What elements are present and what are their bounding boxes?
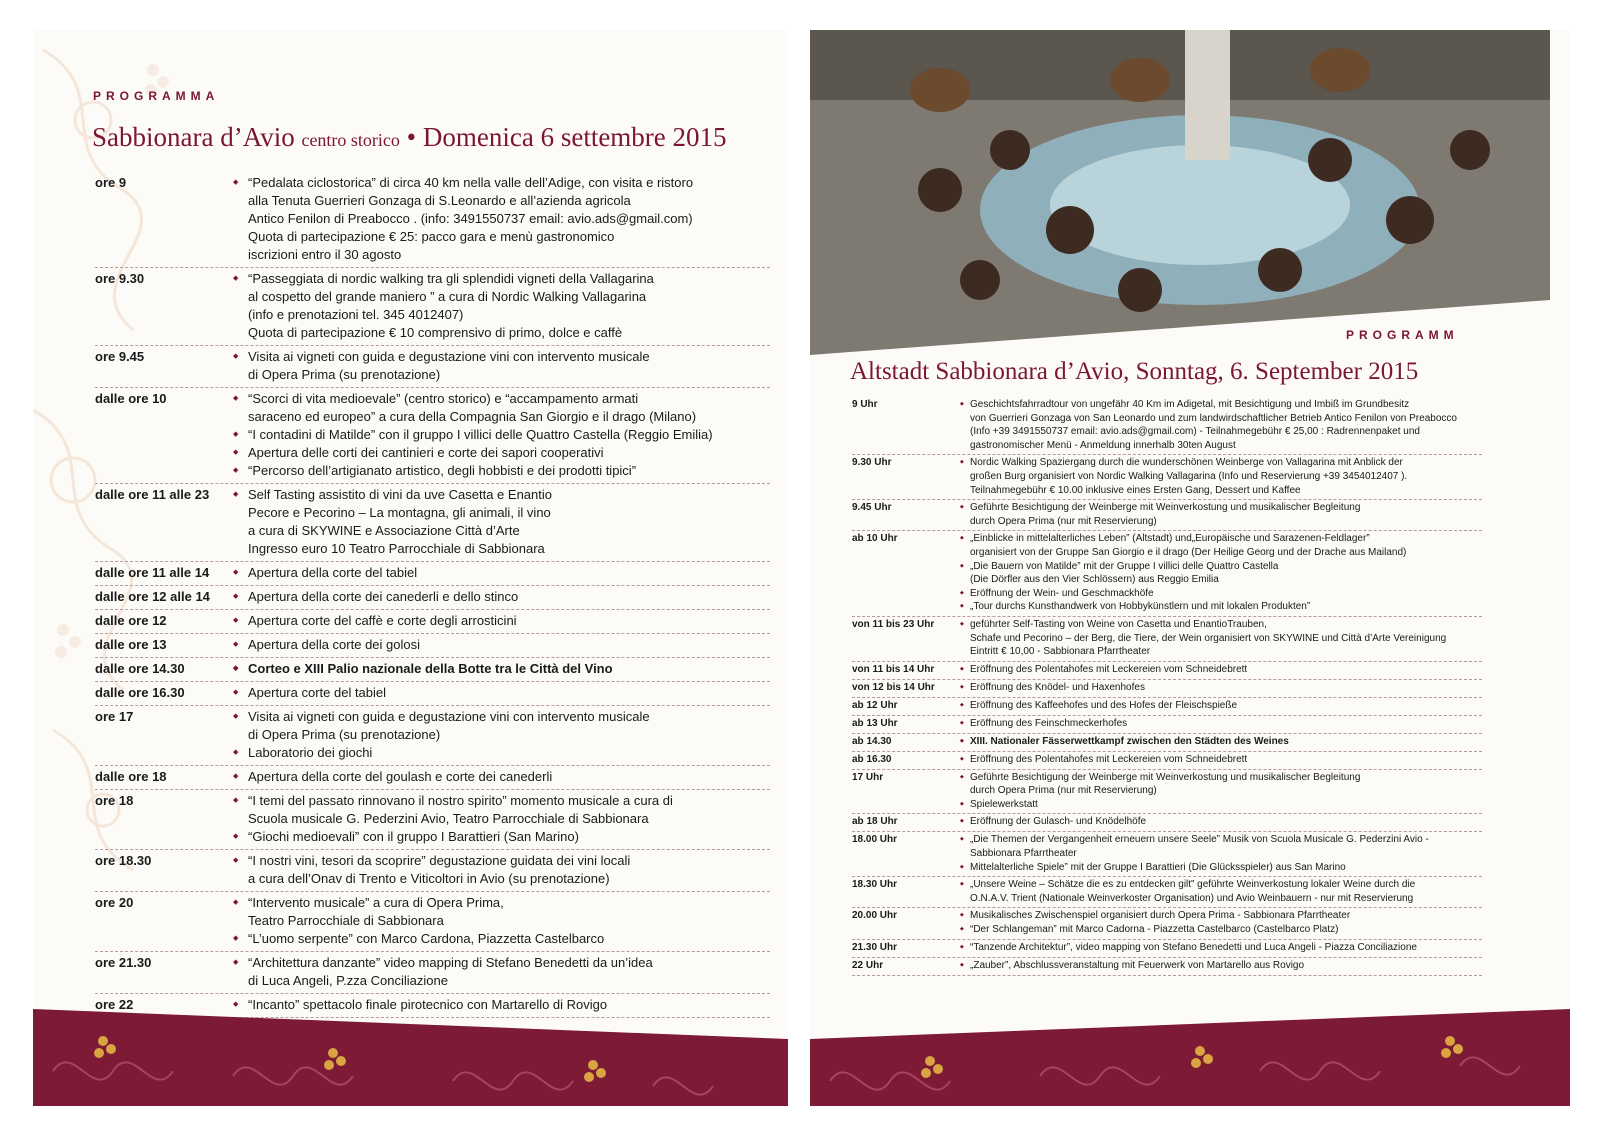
event-line: ◆ Musikalisches Zwischenspiel organisiert durch Opera Prima - Sabbionara Pfarrtheater — [970, 910, 1351, 922]
event-item — [960, 717, 1482, 731]
schedule-row — [852, 680, 1482, 698]
event-line: ◆ „Einblicke in mittelalterliches Leben” (Altstadt) und„Europäische und Sarazenen-Feldlager” — [970, 533, 1370, 545]
event-time: ab 13 Uhr — [852, 717, 898, 729]
event-time: von 11 bis 23 Uhr — [852, 618, 935, 630]
event-line: von Guerrieri Gonzaga von San Leonardo und zum landwirdschaftlicher Betrieb Antico Fenilon von Preabocco — [970, 412, 1457, 424]
event-line: ◆ Geführte Besichtigung der Weinberge mit Weinverkostung und musikalischer Begleitung — [970, 502, 1361, 514]
event-time: 20.00 Uhr — [852, 910, 898, 922]
event-line: ◆ “Pedalata ciclostorica” di circa 40 km nella valle dell’Adige, con visita e ristoro — [248, 175, 694, 190]
event-list — [233, 708, 770, 762]
event-line: ◆ Eröffnung des Feinschmeckerhofes — [970, 717, 1128, 729]
event-line: ◆ Eröffnung des Polentahofes mit Leckereien vom Schneidebrett — [970, 753, 1248, 765]
event-time: von 11 bis 14 Uhr — [852, 663, 935, 675]
schedule-de — [852, 397, 1482, 976]
event-item — [233, 486, 770, 558]
title-place: Sabbionara d’Avio — [92, 122, 295, 152]
event-time: dalle ore 11 alle 14 — [95, 565, 210, 580]
event-line: ◆ “Incanto” spettacolo finale pirotecnico con Martarello di Rovigo — [248, 997, 608, 1012]
event-line: di Luca Angeli, P.zza Conciliazione — [248, 973, 448, 988]
event-list — [233, 486, 770, 558]
event-item — [233, 612, 770, 630]
event-item — [233, 768, 770, 786]
event-list — [960, 663, 1482, 677]
event-line: ◆ Visita ai vigneti con guida e degustazione vini con intervento musicale — [248, 349, 650, 364]
event-line: ◆ Laboratorio dei giochi — [248, 745, 373, 760]
event-line: Antico Fenilon di Preabocco . (info: 3491550737 email: avio.ads@gmail.com) — [248, 211, 693, 226]
section-kicker: PROGRAMM — [1346, 328, 1459, 342]
event-item — [960, 798, 1482, 812]
event-line: ◆ “I nostri vini, tesori da scoprire” degustazione guidata dei vini locali — [248, 853, 631, 868]
event-list — [960, 753, 1482, 767]
schedule-row — [852, 770, 1482, 815]
event-list — [233, 588, 770, 606]
event-line: ◆ “L’uomo serpente” con Marco Cardona, Piazzetta Castelbarco — [248, 931, 605, 946]
schedule-row — [852, 734, 1482, 752]
event-item — [233, 270, 770, 342]
right-page — [810, 30, 1570, 1106]
event-time: dalle ore 18 — [95, 769, 167, 784]
event-line: ◆ “Scorci di vita medioevale” (centro storico) e “accampamento armati — [248, 391, 639, 406]
event-line: durch Opera Prima (nur mit Reservierung) — [970, 785, 1157, 797]
event-line: ◆ Visita ai vigneti con guida e degustazione vini con intervento musicale — [248, 709, 650, 724]
event-line: ◆ „Die Themen der Vergangenheit erneuern unsere Seele” Musik von Scuola Musicale G. Pederzini Avio - — [970, 834, 1429, 846]
event-line: Scuola musicale G. Pederzini Avio, Teatro Parrocchiale di Sabbionara — [248, 811, 649, 826]
event-item — [960, 663, 1482, 677]
event-time: dalle ore 16.30 — [95, 685, 185, 700]
event-line: ◆ Apertura della corte del goulash e corte dei canederli — [248, 769, 553, 784]
event-time: ab 12 Uhr — [852, 699, 898, 711]
event-line: di Opera Prima (su prenotazione) — [248, 727, 441, 742]
event-list — [233, 270, 770, 342]
event-list — [233, 684, 770, 702]
event-line: al cospetto del grande maniero ” a cura di Nordic Walking Vallagarina — [248, 289, 647, 304]
event-line: Quota di partecipazione € 10 comprensivo di primo, dolce e caffè — [248, 325, 623, 340]
schedule-row — [852, 908, 1482, 939]
left-page — [33, 30, 788, 1106]
event-list — [233, 852, 770, 888]
event-list — [960, 456, 1482, 497]
event-list — [233, 174, 770, 264]
event-line: ◆ “Der Schlangeman” mit Marco Cadorna - Piazzetta Castelbarco (Castelbarco Platz) — [970, 924, 1339, 936]
event-time: ore 18.30 — [95, 853, 152, 868]
event-line: Teilnahmegebühr € 10.00 inklusive eines Ersten Gang, Dessert und Kaffee — [970, 484, 1301, 496]
event-list — [233, 768, 770, 786]
event-item — [960, 878, 1482, 905]
event-line: iscrizioni entro il 30 agosto — [248, 247, 402, 262]
event-line: ◆ “I contadini di Matilde” con il gruppo I villici delle Quattro Castella (Reggio Emilia) — [248, 427, 713, 442]
event-line: ◆ Geschichtsfahrradtour von ungefähr 40 Km im Adigetal, mit Besichtigung und Imbiß im Grundbesitz — [970, 399, 1410, 410]
event-item — [233, 852, 770, 888]
event-item — [960, 560, 1482, 587]
event-list — [960, 398, 1482, 452]
event-line: ◆ “Passeggiata di nordic walking tra gli splendidi vigneti della Vallagarina — [248, 271, 654, 286]
schedule-row — [852, 662, 1482, 680]
event-list — [960, 878, 1482, 905]
event-time: dalle ore 12 alle 14 — [95, 589, 210, 604]
title-subtitle: centro storico — [301, 130, 400, 150]
event-line: ◆ “Giochi medioevali” con il gruppo I Barattieri (San Marino) — [248, 829, 579, 844]
event-line: ◆ „Die Bauern von Matilde” mit der Gruppe I villici delle Quattro Castella — [970, 560, 1279, 572]
schedule-row — [852, 877, 1482, 908]
event-time: dalle ore 11 alle 23 — [95, 487, 210, 502]
event-line: alla Tenuta Guerrieri Gonzaga di S.Leonardo e all’azienda agricola — [248, 193, 631, 208]
event-item — [233, 636, 770, 654]
event-time: ore 21.30 — [95, 955, 152, 970]
schedule-row — [95, 658, 770, 682]
event-time: 17 Uhr — [852, 771, 884, 783]
event-line: ◆ „Zauber”, Abschlussveranstaltung mit Feuerwerk von Martarello aus Rovigo — [970, 959, 1305, 971]
event-line: (info e prenotazioni tel. 345 4012407) — [248, 307, 464, 322]
event-line: Sabbionara Pfarrtheater — [970, 848, 1077, 860]
event-item — [960, 735, 1482, 749]
event-line: ◆ Nordic Walking Spaziergang durch die wunderschönen Weinberge von Vallagarina mit Anblick der — [970, 457, 1403, 469]
decorative-band — [33, 981, 788, 1106]
schedule-row — [95, 706, 770, 766]
page-title: Altstadt Sabbionara d’Avio, Sonntag, 6. September 2015 — [850, 358, 1419, 385]
event-list — [233, 894, 770, 948]
event-item — [233, 426, 770, 444]
schedule-row — [852, 617, 1482, 662]
event-time: 9.30 Uhr — [852, 457, 892, 469]
schedule-row — [95, 682, 770, 706]
event-list — [960, 833, 1482, 874]
event-line: Eintritt € 10,00 - Sabbionara Pfarrtheater — [970, 646, 1151, 658]
schedule-row — [852, 397, 1482, 455]
schedule-row — [95, 790, 770, 850]
event-time: ab 10 Uhr — [852, 533, 898, 545]
event-time: ore 17 — [95, 709, 134, 724]
event-time: ore 9.45 — [95, 349, 145, 364]
event-list — [233, 660, 770, 678]
event-line: ◆ “Tanzende Architektur”, video mapping von Stefano Benedetti und Luca Angeli - Piazza Conciliazione — [970, 941, 1417, 953]
event-line: ◆ Self Tasting assistito di vini da uve Casetta e Enantio — [248, 487, 552, 502]
event-line: ◆ Apertura della corte dei golosi — [248, 637, 420, 652]
festival-photo — [810, 30, 1550, 355]
event-item — [960, 941, 1482, 955]
event-item — [960, 771, 1482, 798]
event-item — [960, 532, 1482, 559]
event-line: ◆ “Percorso dell’artigianato artistico, degli hobbisti e dei prodotti tipici” — [248, 463, 637, 478]
event-line: a cura dell’Onav di Trento e Viticoltori in Avio (su prenotazione) — [248, 871, 610, 886]
title-date: • Domenica 6 settembre 2015 — [406, 122, 727, 152]
event-item — [960, 681, 1482, 695]
event-line: saraceno ed europeo” a cura della Compagnia San Giorgio e il drago (Milano) — [248, 409, 697, 424]
event-line: (Die Dörfler aus den Vier Schlössern) aus Reggio Emilia — [970, 574, 1219, 586]
schedule-row — [95, 766, 770, 790]
schedule-row — [852, 698, 1482, 716]
event-list — [960, 959, 1482, 973]
event-list — [960, 909, 1482, 936]
schedule-row — [95, 346, 770, 388]
event-list — [233, 390, 770, 480]
event-list — [233, 564, 770, 582]
event-list — [960, 815, 1482, 829]
event-line: ◆ “I temi del passato rinnovano il nostro spirito” momento musicale a cura di — [248, 793, 673, 808]
schedule-row — [95, 634, 770, 658]
event-item — [960, 699, 1482, 713]
section-kicker: PROGRAMMA — [93, 89, 220, 103]
schedule-row — [95, 388, 770, 484]
schedule-row — [852, 752, 1482, 770]
event-item — [960, 833, 1482, 860]
event-line: di Opera Prima (su prenotazione) — [248, 367, 441, 382]
schedule-row — [95, 586, 770, 610]
event-line: ◆ “Architettura danzante” video mapping di Stefano Benedetti da un’idea — [248, 955, 653, 970]
event-line: ◆ Eröffnung der Wein- und Geschmackhöfe — [970, 587, 1154, 599]
event-item — [233, 174, 770, 264]
event-time: 21.30 Uhr — [852, 941, 898, 953]
event-line: ◆ Eröffnung des Polentahofes mit Leckereien vom Schneidebrett — [970, 663, 1248, 675]
event-item — [960, 753, 1482, 767]
event-list — [960, 771, 1482, 812]
schedule-row — [95, 484, 770, 562]
schedule-row — [852, 716, 1482, 734]
event-line: ◆ Apertura delle corti dei cantinieri e corte dei sapori cooperativi — [248, 445, 604, 460]
schedule-row — [852, 958, 1482, 976]
schedule-row — [95, 268, 770, 346]
schedule-row — [852, 455, 1482, 500]
schedule-row — [95, 562, 770, 586]
event-line: ◆ Apertura della corte dei canederli e dello stinco — [248, 589, 519, 604]
schedule-row — [852, 832, 1482, 877]
schedule-row — [852, 531, 1482, 617]
schedule-row — [95, 892, 770, 952]
event-time: ore 18 — [95, 793, 134, 808]
event-line: ◆ “Intervento musicale” a cura di Opera Prima, — [248, 895, 504, 910]
event-list — [960, 717, 1482, 731]
event-line: durch Opera Prima (nur mit Reservierung) — [970, 515, 1157, 527]
event-item — [960, 618, 1482, 659]
event-line: Schafe und Pecorino – der Berg, die Tiere, der Wein organisiert von SKYWINE und Città d’Arte Vereinigung — [970, 632, 1447, 644]
event-item — [960, 587, 1482, 601]
event-list — [960, 501, 1482, 528]
event-item — [233, 930, 770, 948]
event-time: 9 Uhr — [852, 399, 878, 410]
event-item — [233, 444, 770, 462]
event-time: ore 20 — [95, 895, 134, 910]
event-item — [233, 660, 770, 678]
event-line: ◆ Corteo e XIII Palio nazionale della Botte tra le Città del Vino — [248, 661, 613, 676]
event-list — [960, 681, 1482, 695]
event-item — [233, 744, 770, 762]
decorative-band — [810, 981, 1570, 1106]
event-line: ◆ Mittelalterliche Spiele” mit der Gruppe I Barattieri (Die Glücksspieler) aus San Marino — [970, 861, 1346, 873]
event-item — [233, 390, 770, 426]
event-line: ◆ Apertura corte del caffè e corte degli arrosticini — [248, 613, 517, 628]
event-item — [960, 959, 1482, 973]
event-item — [960, 923, 1482, 937]
event-item — [233, 462, 770, 480]
event-list — [233, 636, 770, 654]
event-line: ◆ geführter Self-Tasting von Weine von Casetta und EnantioTrauben, — [970, 618, 1267, 630]
event-list — [960, 941, 1482, 955]
event-item — [233, 348, 770, 384]
event-item — [960, 861, 1482, 875]
event-list — [960, 735, 1482, 749]
event-line: Ingresso euro 10 Teatro Parrocchiale di Sabbionara — [248, 541, 545, 556]
event-time: ab 18 Uhr — [852, 816, 898, 828]
event-time: dalle ore 10 — [95, 391, 167, 406]
event-item — [960, 909, 1482, 923]
event-line: ◆ Eröffnung der Gulasch- und Knödelhöfe — [970, 816, 1147, 828]
event-line: ◆ Geführte Besichtigung der Weinberge mit Weinverkostung und musikalischer Begleitung — [970, 771, 1361, 783]
event-line: gastronomischer Menü - Anmeldung innerhalb 30ten August — [970, 439, 1236, 451]
event-item — [960, 815, 1482, 829]
event-time: ore 22 — [95, 997, 134, 1012]
event-time: ore 9.30 — [95, 271, 145, 286]
event-line: ◆ „Unsere Weine – Schätze die es zu entdecken gilt” geführte Weinverkostung lokaler Weine durch die — [970, 879, 1416, 891]
event-line: ◆ Apertura corte del tabiel — [248, 685, 387, 700]
event-time: von 12 bis 14 Uhr — [852, 681, 935, 693]
event-line: (Info +39 3491550737 email: avio.ads@gmail.com) - Teilnahmegebühr € 25,00 : Radrennenpaket und — [970, 426, 1420, 438]
event-line: großen Burg organisiert von Nordic Walking Vallagarina (Info und Reservierung +39 3454012407 ). — [970, 470, 1408, 482]
event-line: ◆ Eröffnung des Kaffeehofes und des Hofes der Fleischspieße — [970, 699, 1238, 711]
schedule-row — [95, 610, 770, 634]
event-item — [233, 708, 770, 744]
event-item — [960, 501, 1482, 528]
event-time: 22 Uhr — [852, 959, 884, 971]
event-list — [233, 792, 770, 846]
event-list — [960, 699, 1482, 713]
schedule-row — [95, 850, 770, 892]
event-item — [233, 828, 770, 846]
event-line: ◆ Apertura della corte del tabiel — [248, 565, 418, 580]
schedule-row — [852, 814, 1482, 832]
event-line: a cura di SKYWINE e Associazione Città d’Arte — [248, 523, 520, 538]
event-line: organisiert von der Gruppe San Giorgio e il drago (Der Heilige Georg und der Drache aus Mailand) — [970, 546, 1407, 558]
event-list — [233, 612, 770, 630]
event-item — [960, 456, 1482, 497]
event-line: O.N.A.V. Trient (Nationale Weinverkoster Organisation) und Avio Weinbauern - nur mit Reservierung — [970, 892, 1414, 904]
event-list — [233, 348, 770, 384]
event-item — [233, 588, 770, 606]
event-item — [233, 684, 770, 702]
page-title — [92, 122, 727, 153]
event-time: ab 14.30 — [852, 735, 892, 747]
event-line: ◆ XIII. Nationaler Fässerwettkampf zwischen den Städten des Weines — [970, 735, 1289, 747]
schedule-row — [95, 172, 770, 268]
event-list — [960, 532, 1482, 614]
event-time: 9.45 Uhr — [852, 502, 892, 514]
event-line: ◆ Eröffnung des Knödel- und Haxenhofes — [970, 681, 1145, 693]
event-list — [960, 618, 1482, 659]
event-time: dalle ore 14.30 — [95, 661, 185, 676]
schedule-row — [852, 940, 1482, 958]
event-time: 18.00 Uhr — [852, 834, 898, 846]
event-time: ore 9 — [95, 175, 127, 190]
event-time: 18.30 Uhr — [852, 879, 898, 891]
event-line: Quota di partecipazione € 25: pacco gara e menù gastronomico — [248, 229, 615, 244]
event-line: Teatro Parrocchiale di Sabbionara — [248, 913, 444, 928]
event-item — [233, 564, 770, 582]
event-item — [960, 600, 1482, 614]
schedule-it — [95, 172, 770, 1018]
event-line: Pecore e Pecorino – La montagna, gli animali, il vino — [248, 505, 551, 520]
event-item — [233, 894, 770, 930]
event-time: dalle ore 13 — [95, 637, 167, 652]
event-item — [960, 398, 1482, 452]
event-line: ◆ „Tour durchs Kunsthandwerk von Hobbykünstlern und mit lokalen Produkten” — [970, 601, 1311, 613]
event-time: ab 16.30 — [852, 753, 892, 765]
schedule-row — [852, 500, 1482, 531]
event-time: dalle ore 12 — [95, 613, 167, 628]
event-item — [233, 792, 770, 828]
event-line: ◆ Spielewerkstatt — [970, 798, 1038, 810]
